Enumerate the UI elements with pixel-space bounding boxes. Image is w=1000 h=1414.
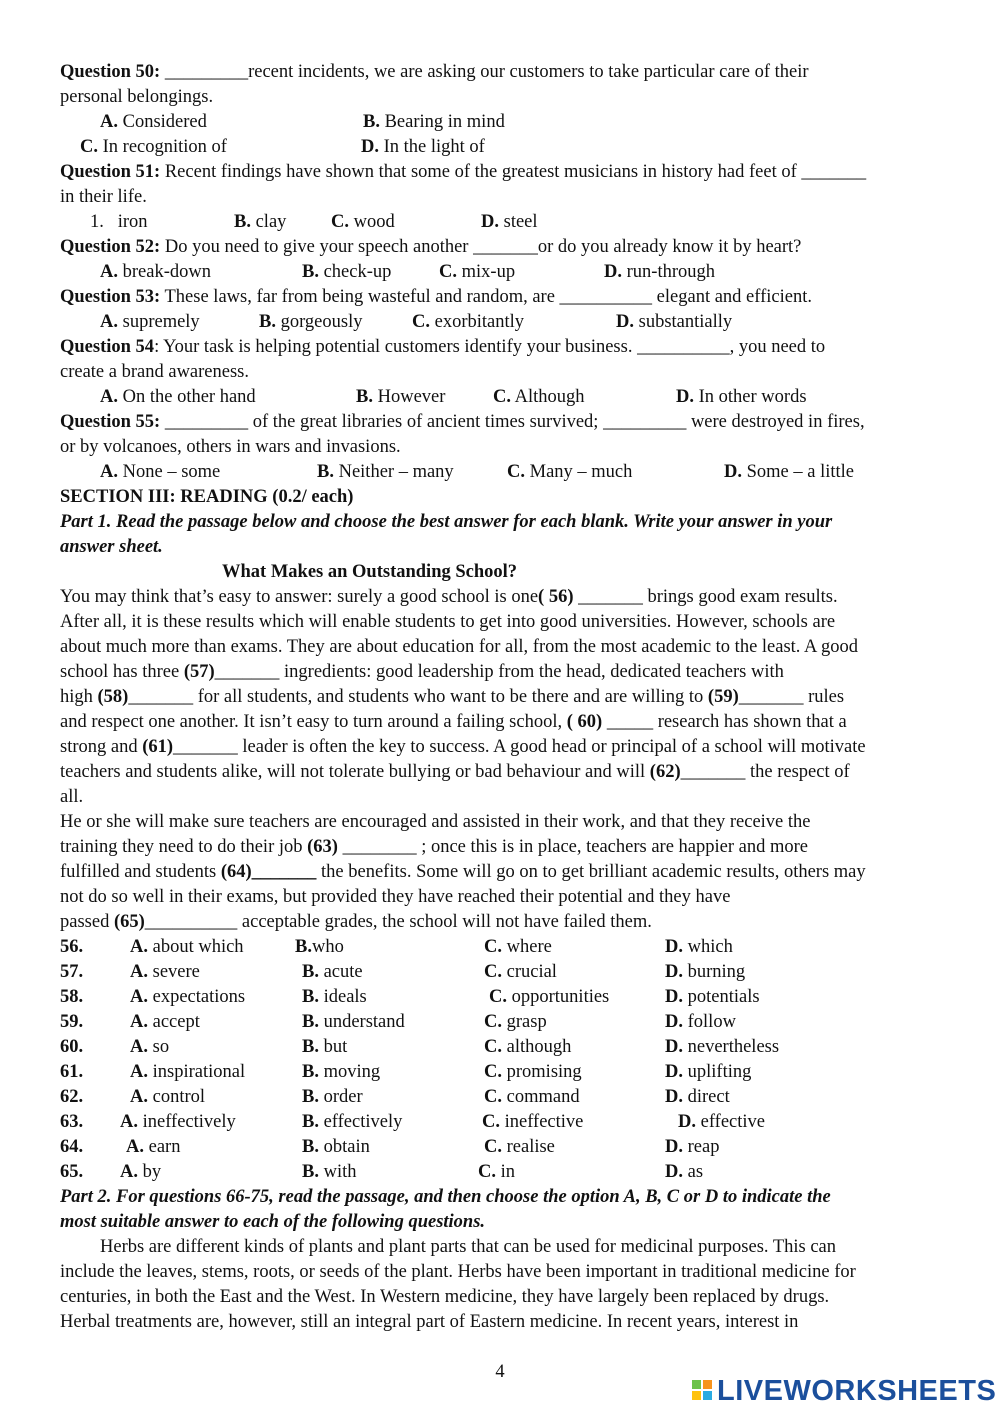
- passage2-line: include the leaves, stems, roots, or seeds of the plant. Herbs have been important in traditional medicine for: [60, 1262, 856, 1282]
- option-b[interactable]: B. ideals: [302, 987, 367, 1007]
- option-b[interactable]: B. order: [302, 1087, 363, 1107]
- passage-line: After all, it is these results which will enable students to get into good universities. However, schools are: [60, 612, 836, 632]
- option-d[interactable]: D. burning: [665, 962, 746, 982]
- option-d[interactable]: D. which: [665, 937, 733, 957]
- option-c[interactable]: C. grasp: [484, 1012, 547, 1032]
- question-54: Question 54: Your task is helping potential customers identify your business. __________, you need to: [60, 337, 826, 357]
- passage-line: He or she will make sure teachers are encouraged and assisted in their work, and that they receive the: [60, 812, 811, 832]
- option-d[interactable]: D. effective: [678, 1112, 765, 1132]
- option-a[interactable]: A. break-down: [100, 262, 211, 282]
- option-a[interactable]: A. inspirational: [130, 1062, 246, 1082]
- option-c[interactable]: C. promising: [484, 1062, 582, 1082]
- option-c[interactable]: C. in: [478, 1162, 516, 1182]
- option-c[interactable]: C. Many – much: [507, 462, 633, 482]
- option-a[interactable]: A. ineffectively: [120, 1112, 236, 1132]
- option-c[interactable]: C. wood: [331, 212, 395, 232]
- option-b[interactable]: B. with: [302, 1162, 357, 1182]
- option-d[interactable]: D. In other words: [676, 387, 807, 407]
- option-c[interactable]: C. In recognition of: [80, 137, 227, 157]
- option-a[interactable]: A. supremely: [100, 312, 200, 332]
- option-a[interactable]: A. None – some: [100, 462, 221, 482]
- liveworksheets-logo[interactable]: [692, 1374, 996, 1408]
- passage-line: school has three (57)_______ ingredients: good leadership from the head, dedicated teachers with: [60, 662, 784, 682]
- option-c[interactable]: C. realise: [484, 1137, 555, 1157]
- option-a[interactable]: A. accept: [130, 1012, 200, 1032]
- blank-58[interactable]: (58): [97, 687, 129, 707]
- passage-line: training they need to do their job (63) ________ ; once this is in place, teachers are happier and more: [60, 837, 808, 857]
- option-d[interactable]: D. potentials: [665, 987, 760, 1007]
- option-a[interactable]: A. expectations: [130, 987, 246, 1007]
- option-b[interactable]: B. gorgeously: [259, 312, 363, 332]
- option-d[interactable]: D. steel: [481, 212, 538, 232]
- option-c[interactable]: C. crucial: [484, 962, 557, 982]
- option-a[interactable]: 1. iron: [90, 212, 148, 232]
- blank-64[interactable]: (64)_______: [220, 862, 317, 882]
- blank-60[interactable]: ( 60): [566, 712, 603, 732]
- option-a[interactable]: A. by: [120, 1162, 162, 1182]
- option-c[interactable]: C. exorbitantly: [412, 312, 525, 332]
- option-a[interactable]: A. control: [130, 1087, 206, 1107]
- passage-line: and respect one another. It isn’t easy to turn around a failing school, ( 60) _____ research has shown that a: [60, 712, 847, 732]
- option-b[interactable]: B. clay: [234, 212, 287, 232]
- question-52: Question 52: Do you need to give your speech another _______or do you already know it by heart?: [60, 237, 802, 257]
- blank-65[interactable]: (65): [113, 912, 145, 932]
- option-d[interactable]: D. uplifting: [665, 1062, 752, 1082]
- option-b[interactable]: B. Neither – many: [317, 462, 454, 482]
- option-b[interactable]: B. check-up: [302, 262, 392, 282]
- logo-icon: [692, 1378, 714, 1404]
- question-51: Question 51: Recent findings have shown that some of the greatest musicians in history had feet of _______: [60, 162, 867, 182]
- blank-62[interactable]: (62): [649, 762, 681, 782]
- question-50-cont: personal belongings.: [60, 87, 214, 107]
- question-51-cont: in their life.: [60, 187, 147, 207]
- option-d[interactable]: D. follow: [665, 1012, 736, 1032]
- option-b[interactable]: B. However: [356, 387, 446, 407]
- passage-line: high (58)_______ for all students, and students who want to be there and are willing to (59)_______ rules: [60, 687, 845, 707]
- passage2-line: Herbs are different kinds of plants and plant parts that can be used for medicinal purposes. This can: [100, 1237, 837, 1257]
- part2-instruction: Part 2. For questions 66-75, read the passage, and then choose the option A, B, C or D to indicate the: [60, 1187, 831, 1207]
- option-d[interactable]: D. In the light of: [361, 137, 485, 157]
- passage-line: fulfilled and students (64)_______ the benefits. Some will go on to get brilliant academic results, others may: [60, 862, 866, 882]
- blank-63[interactable]: (63): [307, 837, 338, 857]
- page-number: 4: [495, 1362, 505, 1382]
- option-b[interactable]: B. obtain: [302, 1137, 370, 1157]
- option-d[interactable]: D. direct: [665, 1087, 730, 1107]
- question-55: Question 55: _________ of the great libraries of ancient times survived; _________ were destroyed in fires,: [60, 412, 865, 432]
- blank-59[interactable]: (59): [707, 687, 739, 707]
- blank-56[interactable]: ( 56): [538, 587, 574, 607]
- passage-line: all.: [60, 787, 84, 807]
- passage-line: strong and (61)_______ leader is often the key to success. A good head or principal of a school will motivate: [60, 737, 866, 757]
- option-b[interactable]: B. understand: [302, 1012, 405, 1032]
- option-c[interactable]: C. command: [484, 1087, 580, 1107]
- passage-line: passed (65)__________ acceptable grades, the school will not have failed them.: [60, 912, 652, 932]
- option-d[interactable]: D. substantially: [616, 312, 733, 332]
- option-a[interactable]: A. about which: [130, 937, 244, 957]
- part2-instruction-cont: most suitable answer to each of the following questions.: [60, 1212, 486, 1232]
- option-a[interactable]: A. On the other hand: [100, 387, 256, 407]
- option-b[interactable]: B. moving: [302, 1062, 381, 1082]
- option-a[interactable]: A. so: [130, 1037, 170, 1057]
- option-d[interactable]: D. as: [665, 1162, 704, 1182]
- passage-line: about much more than exams. They are about education for all, from the most academic to the least. A good: [60, 637, 859, 657]
- option-b[interactable]: B. Bearing in mind: [363, 112, 505, 132]
- option-a[interactable]: A. severe: [130, 962, 200, 982]
- option-b[interactable]: B.who: [295, 937, 344, 957]
- option-c[interactable]: C. mix-up: [439, 262, 516, 282]
- option-a[interactable]: A. earn: [126, 1137, 181, 1157]
- option-c[interactable]: C. opportunities: [489, 987, 610, 1007]
- option-b[interactable]: B. acute: [302, 962, 363, 982]
- blank-61[interactable]: (61): [142, 737, 174, 757]
- option-d[interactable]: D. Some – a little: [724, 462, 855, 482]
- option-d[interactable]: D. run-through: [604, 262, 715, 282]
- passage-title: What Makes an Outstanding School?: [222, 562, 518, 582]
- question-55-cont: or by volcanoes, others in wars and invasions.: [60, 437, 401, 457]
- blank-57[interactable]: (57): [183, 662, 215, 682]
- passage2-line: centuries, in both the East and the West. In Western medicine, they have largely been replaced by drugs.: [60, 1287, 830, 1307]
- question-54-cont: create a brand awareness.: [60, 362, 249, 382]
- option-b[interactable]: B. but: [302, 1037, 348, 1057]
- option-d[interactable]: D. reap: [665, 1137, 720, 1157]
- option-a[interactable]: A. Considered: [100, 112, 207, 132]
- option-c[interactable]: C. where: [484, 937, 552, 957]
- section-heading: SECTION III: READING (0.2/ each): [60, 487, 354, 507]
- passage2-line: Herbal treatments are, however, still an integral part of Eastern medicine. In recent years, interest in: [60, 1312, 799, 1332]
- question-50: Question 50: _________recent incidents, we are asking our customers to take particular care of their: [60, 62, 809, 82]
- question-53: Question 53: These laws, far from being wasteful and random, are __________ elegant and efficient.: [60, 287, 812, 307]
- logo-text: LIVEWORKSHEETS: [717, 1374, 997, 1407]
- passage-line: not do so well in their exams, but provided they have reached their potential and they have: [60, 887, 731, 907]
- option-c[interactable]: C. Although: [493, 387, 585, 407]
- option-d[interactable]: D. nevertheless: [665, 1037, 780, 1057]
- passage-line: teachers and students alike, will not tolerate bullying or bad behaviour and will (62)_______ the respect of: [60, 762, 850, 782]
- part1-instruction-cont: answer sheet.: [60, 537, 163, 557]
- passage-line: You may think that’s easy to answer: surely a good school is one( 56) _______ brings good exam results.: [60, 587, 838, 607]
- option-b[interactable]: B. effectively: [302, 1112, 403, 1132]
- part1-instruction: Part 1. Read the passage below and choose the best answer for each blank. Write your answer in your: [60, 512, 833, 532]
- option-c[interactable]: C. although: [484, 1037, 572, 1057]
- option-c[interactable]: C. ineffective: [482, 1112, 584, 1132]
